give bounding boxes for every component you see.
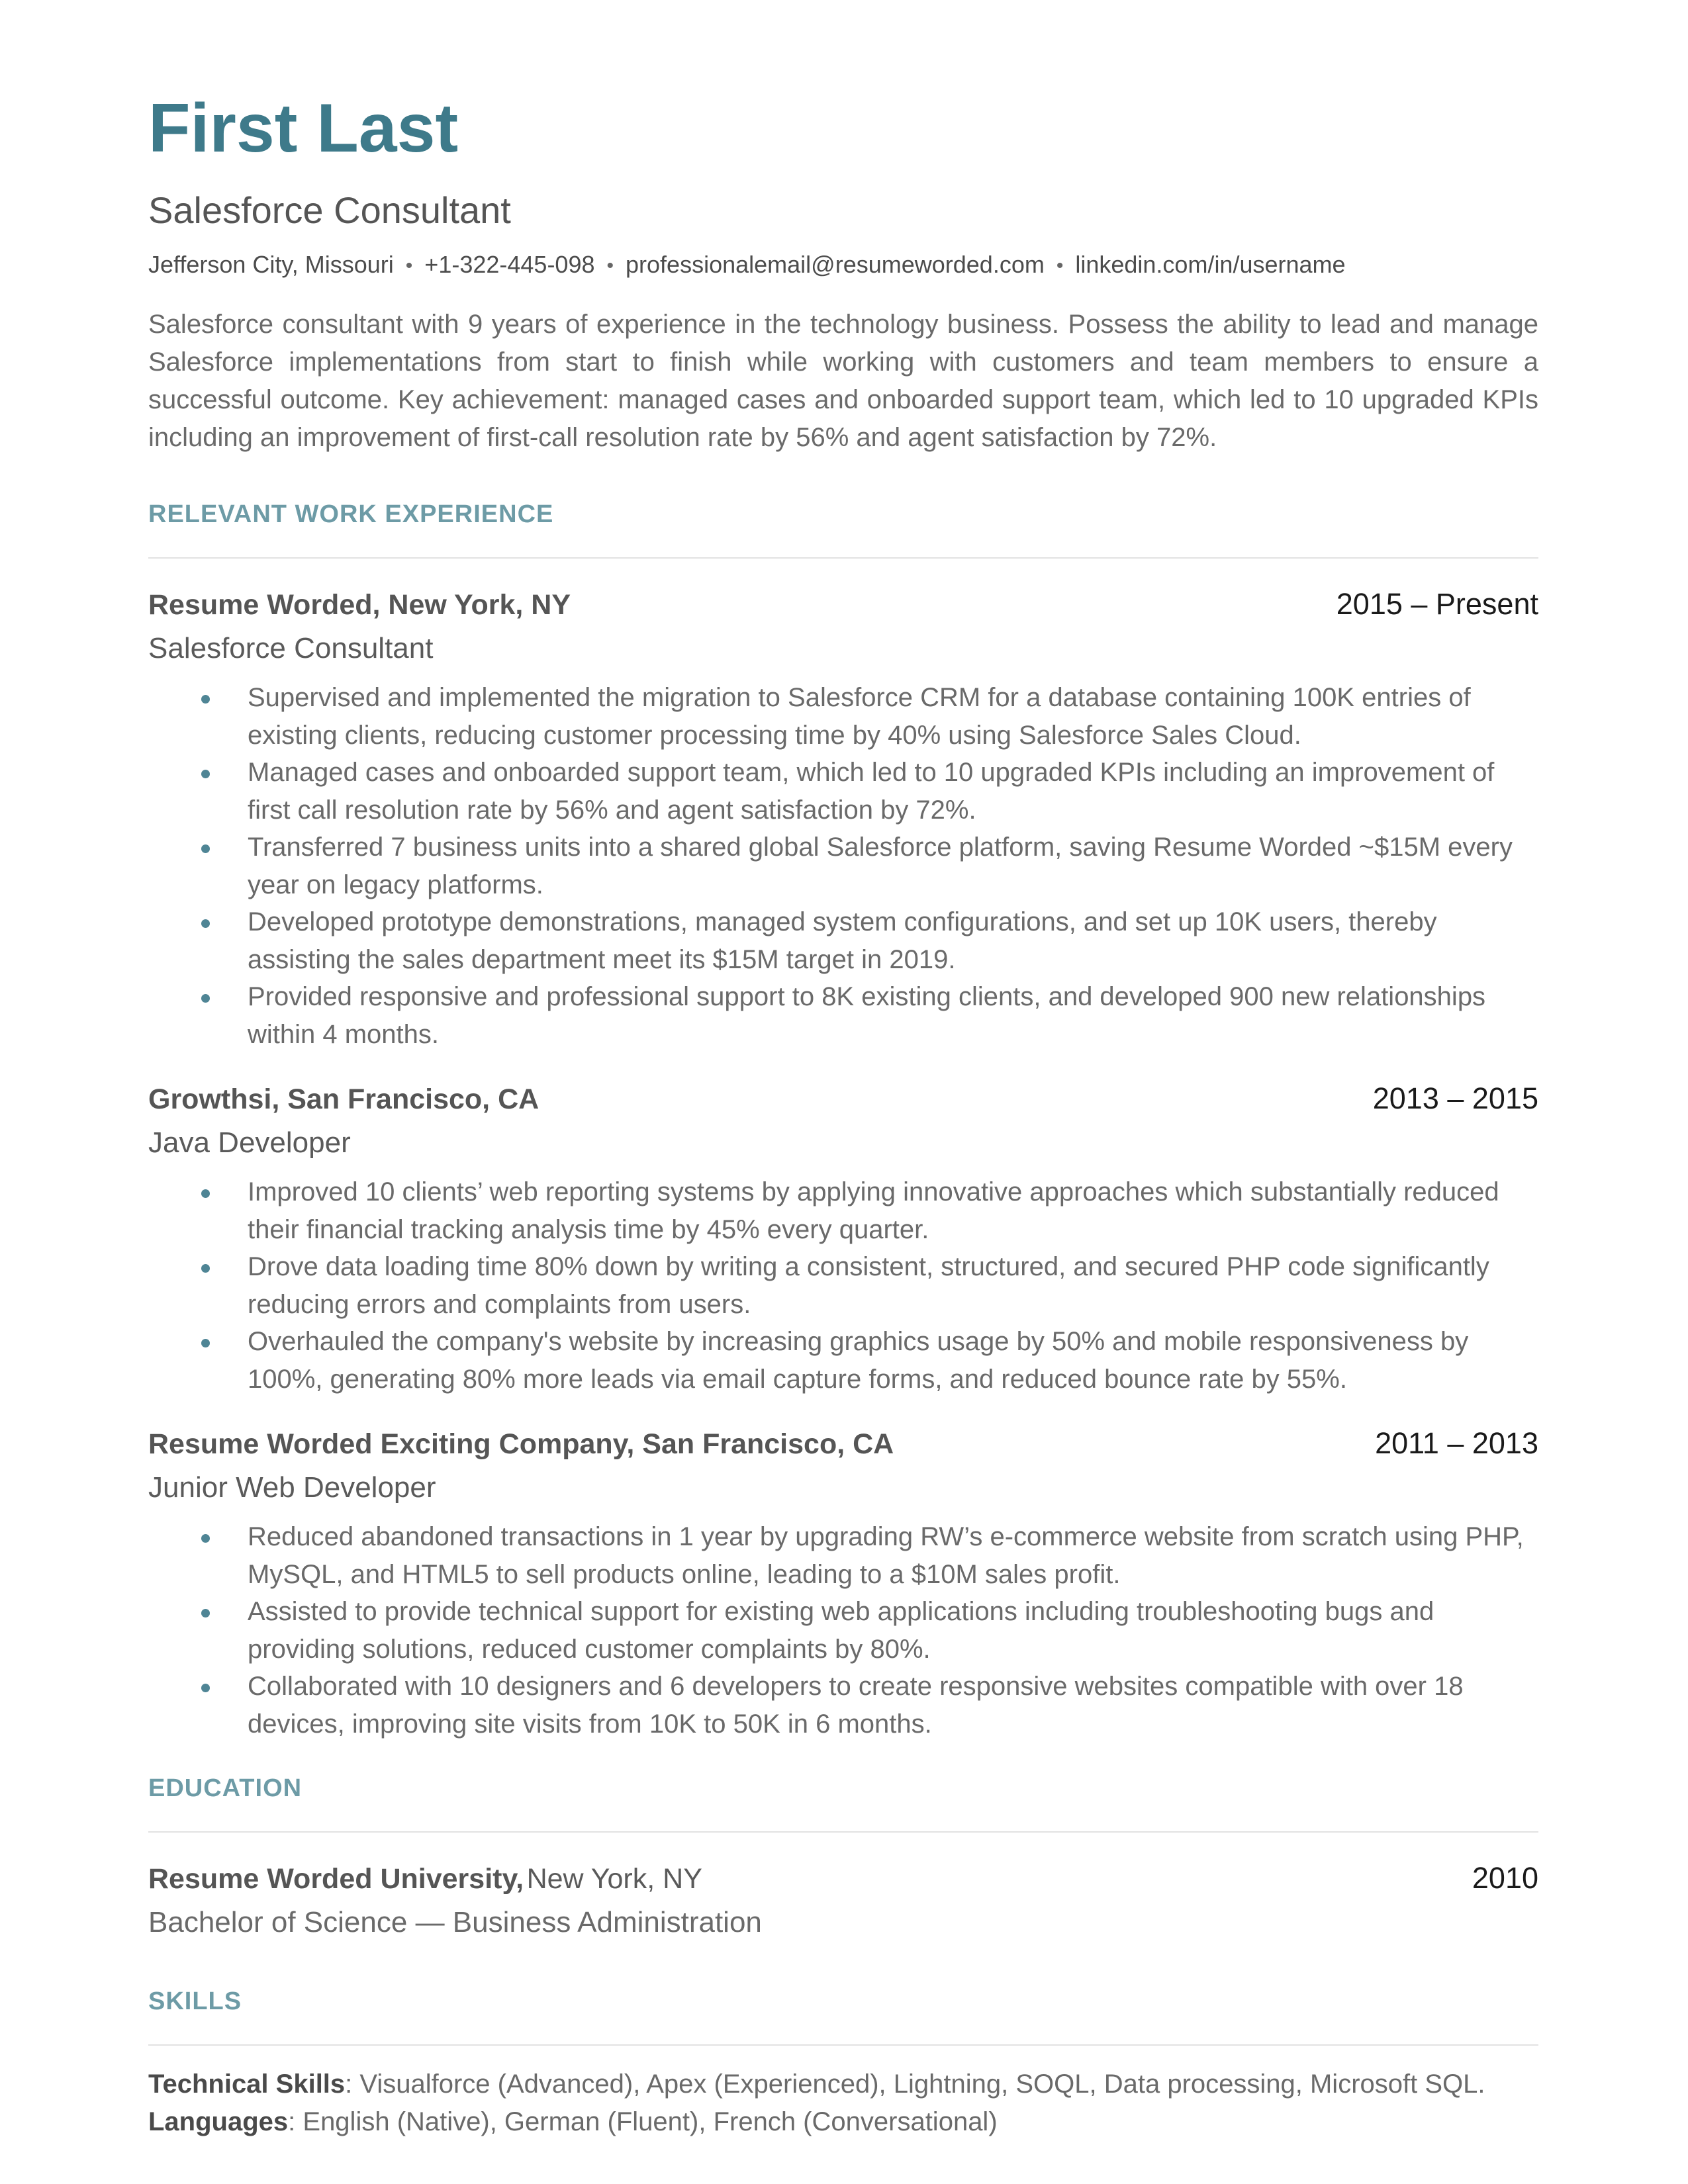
job-company: Resume Worded Exciting Company, San Francisco, CA — [148, 1428, 894, 1460]
job-bullet: Reduced abandoned transactions in 1 year by upgrading RW’s e-commerce website from scratch using PHP, MySQL, and HTML5 to sell products online, leading to a $10M sales profit. — [148, 1518, 1538, 1593]
job-bullets — [148, 1518, 1538, 1743]
job-bullets — [148, 679, 1538, 1053]
skills-languages-label: Languages — [148, 2107, 289, 2136]
bullet-dot-icon — [201, 844, 210, 853]
job-company: Growthsi, San Francisco, CA — [148, 1083, 539, 1115]
bullet-dot-icon — [201, 994, 210, 1003]
bullet-dot-icon — [201, 1609, 210, 1617]
job-dates: 2015 – Present — [1336, 587, 1538, 621]
skills-languages-value: : English (Native), German (Fluent), French (Conversational) — [288, 2107, 998, 2136]
contact-email: professionalemail@resumeworded.com — [626, 251, 1045, 278]
bullet-dot-icon — [201, 1684, 210, 1692]
job-bullet: Provided responsive and professional support to 8K existing clients, and developed 900 new relationships within 4 months. — [148, 978, 1538, 1053]
resume-page — [148, 79, 1538, 2141]
job-bullet: Transferred 7 business units into a shared global Salesforce platform, saving Resume Worded ~$15M every year on legacy platforms. — [148, 829, 1538, 903]
bullet-dot-icon — [201, 1534, 210, 1543]
education-location: New York, NY — [526, 1863, 702, 1895]
skills-technical — [148, 2066, 1538, 2103]
job-header — [148, 589, 1538, 619]
skills-languages — [148, 2103, 1538, 2141]
section-divider — [148, 2044, 1538, 2046]
education-header — [148, 1863, 1538, 1893]
bullet-dot-icon — [201, 1339, 210, 1347]
job-role: Salesforce Consultant — [148, 632, 434, 664]
bullet-dot-icon — [201, 919, 210, 928]
job-bullet: Supervised and implemented the migration to Salesforce CRM for a database containing 100K entries of existing clients, reducing customer processing time by 40% using Salesforce Sales Cloud. — [148, 679, 1538, 754]
job-bullet: Drove data loading time 80% down by writing a consistent, structured, and secured PHP code significantly reducing errors and complaints from users. — [148, 1248, 1538, 1323]
section-divider — [148, 557, 1538, 559]
education-year: 2010 — [1472, 1861, 1538, 1895]
separator: • — [1056, 255, 1064, 277]
bullet-dot-icon — [201, 1189, 210, 1198]
job-entry — [148, 1428, 1538, 1743]
job-dates: 2013 – 2015 — [1372, 1081, 1538, 1115]
contact-location: Jefferson City, Missouri — [148, 251, 394, 278]
job-entry — [148, 1083, 1538, 1398]
education-school-line — [148, 1865, 702, 1893]
skills-technical-label: Technical Skills — [148, 2070, 346, 2099]
candidate-name: First Last — [148, 90, 459, 167]
job-bullet: Overhauled the company's website by increasing graphics usage by 50% and mobile responsiveness by 100%, generating 80% more leads via email capture forms, and reduced bounce rate by 55%. — [148, 1323, 1538, 1398]
job-bullet: Improved 10 clients’ web reporting systems by applying innovative approaches which substantially reduced their financial tracking analysis time by 45% every quarter. — [148, 1173, 1538, 1248]
education-degree: Bachelor of Science — Business Administration — [148, 1906, 762, 1938]
bullet-dot-icon — [201, 1264, 210, 1273]
job-bullet: Developed prototype demonstrations, managed system configurations, and set up 10K users, thereby assisting the sales department meet its $15M target in 2019. — [148, 903, 1538, 978]
job-bullet: Collaborated with 10 designers and 6 developers to create responsive websites compatible with over 18 devices, improving site visits from 10K to 50K in 6 months. — [148, 1668, 1538, 1743]
bullet-dot-icon — [201, 695, 210, 704]
job-bullet: Managed cases and onboarded support team, which led to 10 upgraded KPIs including an improvement of first call resolution rate by 56% and agent satisfaction by 72%. — [148, 754, 1538, 829]
skills-list — [148, 2066, 1538, 2141]
bullet-dot-icon — [201, 770, 210, 778]
job-bullet: Assisted to provide technical support for existing web applications including troubleshooting bugs and providing solutions, reduced customer complaints by 80%. — [148, 1593, 1538, 1668]
job-dates: 2011 – 2013 — [1375, 1426, 1538, 1460]
contact-linkedin: linkedin.com/in/username — [1075, 251, 1346, 278]
contact-line — [148, 253, 1538, 277]
summary: Salesforce consultant with 9 years of experience in the technology business. Possess the ability to lead and manage Salesforce implementations from start to finish while working with customers and team members to ensure a successful outcome. Key achievement: managed cases and onboarded support team, which led to 10 upgraded KPIs including an improvement of first-call resolution rate by 56% and agent satisfaction by 72%. — [148, 310, 1538, 452]
section-heading-education: EDUCATION — [148, 1774, 303, 1802]
education-school: Resume Worded University, — [148, 1863, 524, 1895]
section-heading-experience: RELEVANT WORK EXPERIENCE — [148, 500, 554, 528]
skills-technical-value: : Visualforce (Advanced), Apex (Experienced), Lightning, SOQL, Data processing, Microsoft SQL. — [345, 2070, 1485, 2099]
job-header — [148, 1428, 1538, 1459]
job-company: Resume Worded, New York, NY — [148, 589, 571, 621]
separator: • — [606, 255, 614, 277]
contact-phone: +1-322-445-098 — [424, 251, 595, 278]
job-role: Java Developer — [148, 1126, 351, 1159]
job-entry — [148, 589, 1538, 1053]
job-header — [148, 1083, 1538, 1114]
job-bullets — [148, 1173, 1538, 1398]
separator: • — [405, 255, 413, 277]
section-heading-skills: SKILLS — [148, 1987, 242, 2015]
job-role: Junior Web Developer — [148, 1471, 436, 1504]
education-entry — [148, 1863, 1538, 1937]
section-divider — [148, 1831, 1538, 1833]
candidate-title: Salesforce Consultant — [148, 189, 511, 231]
